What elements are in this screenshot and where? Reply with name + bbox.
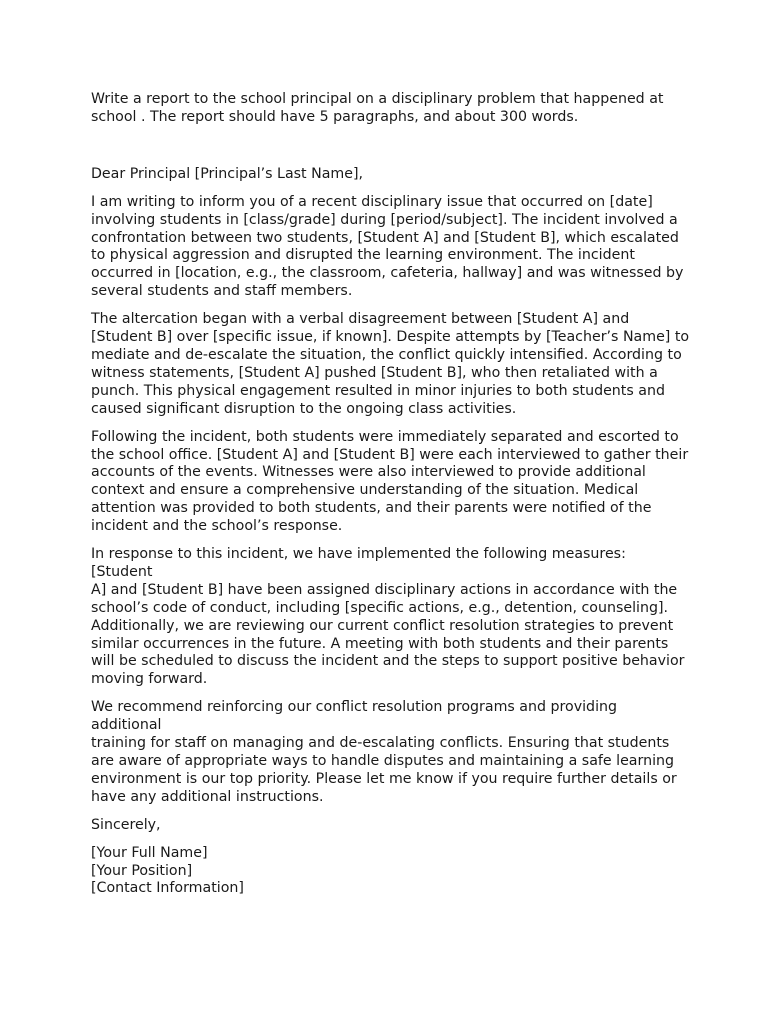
signature-position: [Your Position] — [91, 862, 193, 879]
signature-name: [Your Full Name] — [91, 844, 208, 861]
signature-contact: [Contact Information] — [91, 880, 244, 897]
letter-closing: Sincerely, — [91, 816, 161, 833]
paragraph-4: In response to this incident, we have implemented the following measures: [Student A] and [Student B] have been assigned disciplinary actions in accordance with the school’s code of conduct, including [specific actions, e.g., detention, counseling]. Additionally, we are reviewing our current conflict resolution strategies to prevent similar occurrences in the future. A meeting with both students and their parents will be scheduled to discuss the incident and the steps to support positive behavior moving forward. — [91, 546, 685, 688]
report-prompt: Write a report to the school principal on a disciplinary problem that happened at school . The report should have 5 paragraphs, and about 300 words. — [91, 91, 664, 125]
paragraph-2: The altercation began with a verbal disagreement between [Student A] and [Student B] over [specific issue, if known]. Despite attempts by [Teacher’s Name] to mediate and de-escalate the situation, the conflict quickly intensified. According to witness statements, [Student A] pushed [Student B], who then retaliated with a punch. This physical engagement resulted in minor injuries to both students and caused significant disruption to the ongoing class activities. — [91, 311, 690, 417]
paragraph-1: I am writing to inform you of a recent disciplinary issue that occurred on [date] involving students in [class/grade] during [period/subject]. The incident involved a confrontation between two students, [Student A] and [Student B], which escalated to physical aggression and disrupted the learning environment. The incident occurred in [location, e.g., the classroom, cafeteria, hallway] and was witnessed by several students and staff members. — [91, 193, 684, 300]
paragraph-3: Following the incident, both students were immediately separated and escorted to the school office. [Student A] and [Student B] were each interviewed to gather their accounts of the events. Witnesses were also interviewed to provide additional context and ensure a comprehensive understanding of the situation. Medical attention was provided to both students, and their parents were notified of the incident and the school’s response. — [91, 428, 689, 535]
letter-salutation: Dear Principal [Principal’s Last Name], — [91, 165, 364, 182]
document-page — [91, 91, 691, 898]
signature-block — [91, 845, 691, 899]
paragraph-5: We recommend reinforcing our conflict resolution programs and providing additional training for staff on managing and de-escalating conflicts. Ensuring that students are aware of appropriate ways to handle disputes and maintaining a safe learning environment is our top priority. Please let me know if you require further details or have any additional instructions. — [91, 699, 677, 805]
